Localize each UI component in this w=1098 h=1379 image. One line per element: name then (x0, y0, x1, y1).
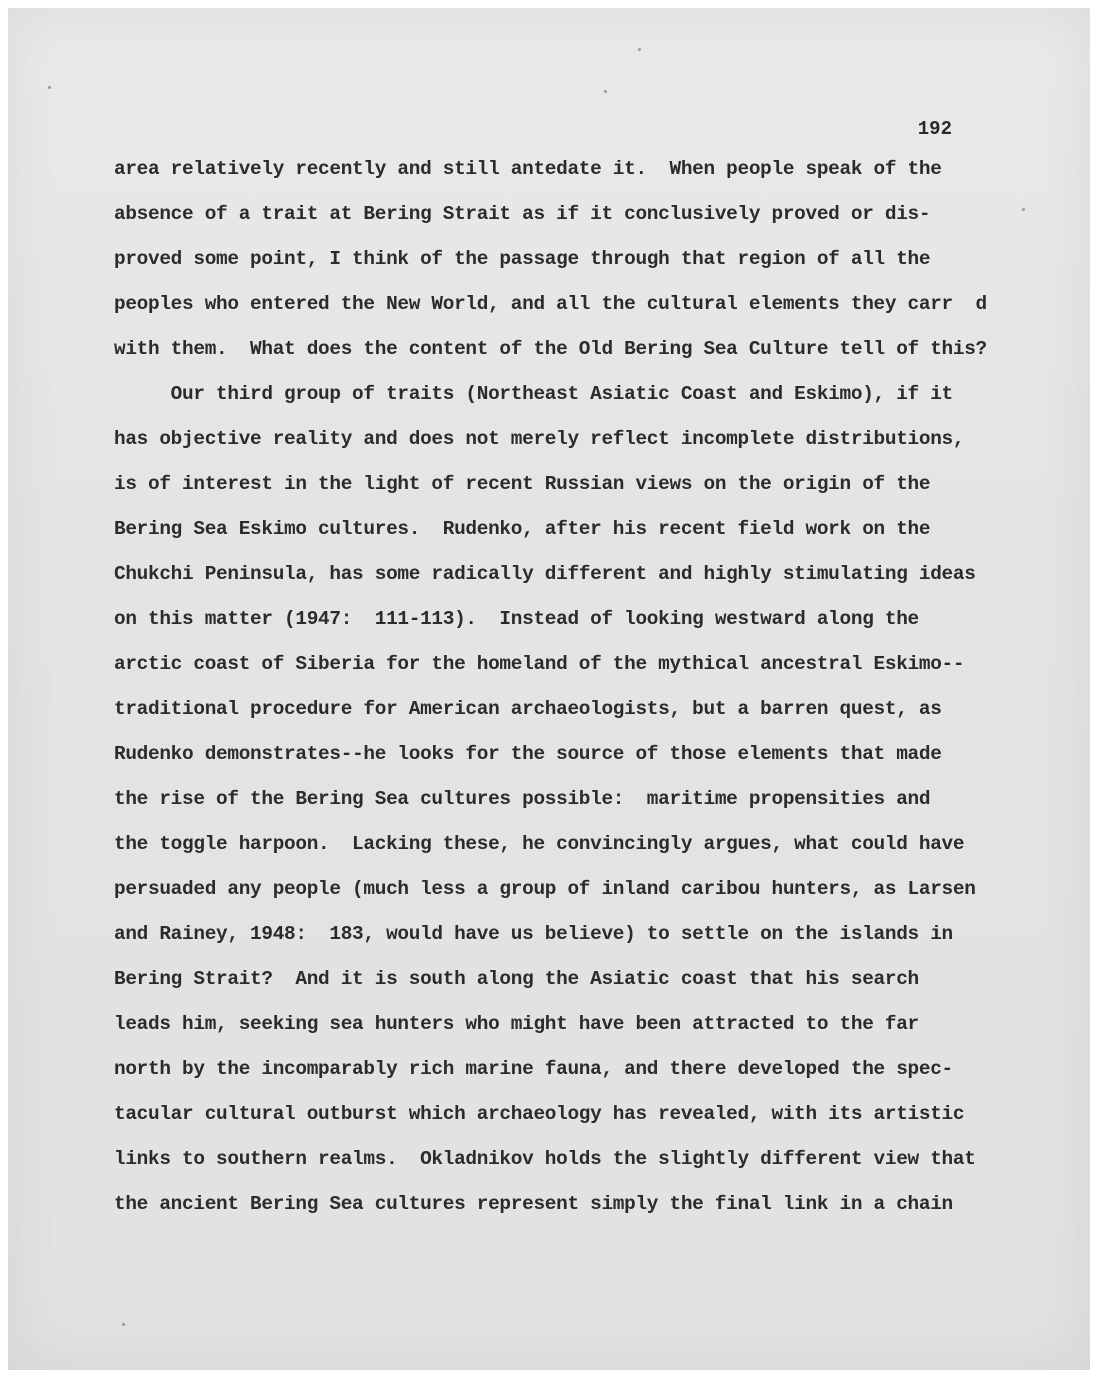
text-line: Bering Sea Eskimo cultures. Rudenko, after his recent field work on the (114, 518, 931, 540)
text-line: the ancient Bering Sea cultures represent simply the final link in a chain (114, 1193, 953, 1215)
text-line: arctic coast of Siberia for the homeland of the mythical ancestral Eskimo-- (114, 653, 965, 675)
text-line: is of interest in the light of recent Russian views on the origin of the (114, 473, 931, 495)
document-page (8, 8, 1090, 1370)
text-line: the toggle harpoon. Lacking these, he convincingly argues, what could have (114, 833, 965, 855)
text-line: peoples who entered the New World, and all the cultural elements they carr d (114, 293, 987, 315)
text-line: persuaded any people (much less a group of inland caribou hunters, as Larsen (114, 878, 976, 900)
text-line: the rise of the Bering Sea cultures possible: maritime propensities and (114, 788, 931, 810)
scan-speck (638, 48, 641, 51)
page-number: 192 (917, 118, 952, 140)
scan-speck (48, 86, 51, 89)
text-line: Chukchi Peninsula, has some radically different and highly stimulating ideas (114, 563, 976, 585)
scan-speck (604, 90, 607, 93)
text-line: traditional procedure for American archaeologists, but a barren quest, as (114, 698, 942, 720)
text-line: tacular cultural outburst which archaeology has revealed, with its artistic (114, 1103, 965, 1125)
text-line: Our third group of traits (Northeast Asiatic Coast and Eskimo), if it (114, 383, 953, 405)
text-line: proved some point, I think of the passage through that region of all the (114, 248, 931, 270)
scan-speck (1022, 208, 1025, 211)
text-line: with them. What does the content of the Old Bering Sea Culture tell of this? (114, 338, 987, 360)
text-line: Bering Strait? And it is south along the Asiatic coast that his search (114, 968, 919, 990)
text-line: absence of a trait at Bering Strait as if it conclusively proved or dis- (114, 203, 931, 225)
text-line: area relatively recently and still antedate it. When people speak of the (114, 158, 942, 180)
text-line: links to southern realms. Okladnikov holds the slightly different view that (114, 1148, 976, 1170)
text-line: has objective reality and does not merely reflect incomplete distributions, (114, 428, 965, 450)
scan-speck (122, 1323, 125, 1326)
text-line: leads him, seeking sea hunters who might have been attracted to the far (114, 1013, 919, 1035)
text-line: north by the incomparably rich marine fauna, and there developed the spec- (114, 1058, 953, 1080)
text-line: on this matter (1947: 111-113). Instead of looking westward along the (114, 608, 919, 630)
text-line: and Rainey, 1948: 183, would have us believe) to settle on the islands in (114, 923, 953, 945)
text-line: Rudenko demonstrates--he looks for the source of those elements that made (114, 743, 942, 765)
